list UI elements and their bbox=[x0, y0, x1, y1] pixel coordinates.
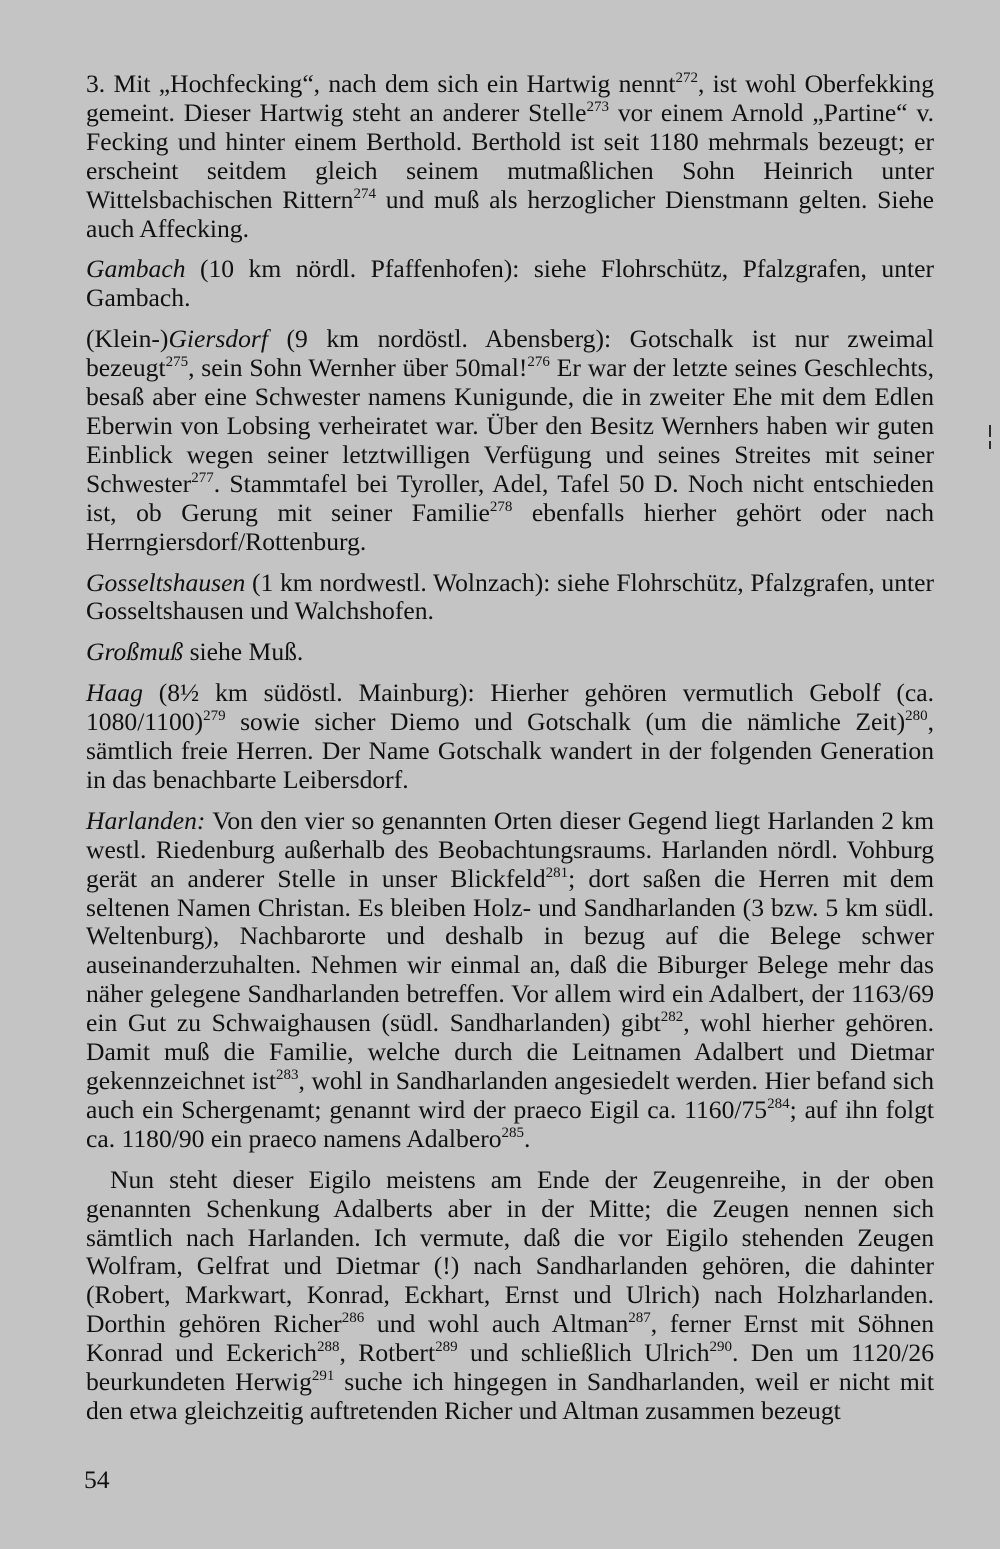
entry-prefix: (Klein-) bbox=[86, 324, 169, 354]
text-run: Von den vier so genannten Orten dieser Gegend liegt Harlanden 2 km westl. Riedenburg außerhalb des Beobachtungsraums. Harlanden nördl. Vohburg gerät an anderer Stelle in unser Blickfeld bbox=[86, 805, 934, 893]
text-run: (10 km nördl. Pfaffenhofen): siehe Flohrschütz, Pfalzgrafen, unter Gambach. bbox=[86, 254, 934, 313]
footnote-reference: 287 bbox=[628, 1310, 651, 1327]
text-run: ; auf ihn folgt ca. 1180/90 ein praeco namens Adalbero bbox=[86, 1094, 934, 1153]
text-run: vor einem Arnold „Partine“ v. Fecking und hinter einem Berthold. Berthold ist seit 1180 mehrmals bezeugt; er erscheint seitdem gleich seinem mutmaßlichen Sohn Heinrich unter Wittelsbachischen Rittern bbox=[86, 97, 934, 214]
scan-edge-mark bbox=[989, 425, 991, 437]
text-run: , sein Sohn Wernher über 50mal! bbox=[188, 353, 528, 383]
footnote-reference: 275 bbox=[165, 354, 189, 371]
text-run: . Den um 1120/26 beurkundeten Herwig bbox=[86, 1338, 934, 1397]
place-name-heading: Harlanden: bbox=[86, 805, 206, 835]
text-run: , ist wohl Oberfekking gemeint. Dieser Hartwig steht an anderer Stelle bbox=[86, 69, 934, 127]
footnote-reference: 273 bbox=[586, 98, 609, 115]
place-name-heading: Gambach bbox=[86, 254, 186, 284]
footnote-reference: 274 bbox=[353, 185, 376, 202]
page-body bbox=[86, 70, 934, 1426]
footnote-reference: 290 bbox=[709, 1339, 733, 1356]
text-run: , wohl in Sandharlanden angesiedelt werden. Hier befand sich auch ein Schergenamt; genannt wird der praeco Eigil ca. 1160/75 bbox=[86, 1066, 934, 1124]
footnote-reference: 291 bbox=[311, 1368, 335, 1385]
footnote-reference: 280 bbox=[905, 708, 928, 725]
footnote-reference: 277 bbox=[191, 469, 214, 486]
text-run: ebenfalls hierher gehört oder nach Herrngiersdorf/Rottenburg. bbox=[86, 497, 934, 556]
text-run: (8½ km südöstl. Mainburg): Hierher gehören vermutlich Gebolf (ca. 1080/1100) bbox=[86, 678, 934, 737]
place-name-heading: Giersdorf bbox=[168, 324, 268, 354]
page-number: 54 bbox=[84, 1465, 110, 1494]
text-run: und schließlich Ulrich bbox=[457, 1338, 710, 1368]
footnote-reference: 284 bbox=[767, 1095, 790, 1112]
text-run: Er war der letzte seines Geschlechts, besaß aber eine Schwester namens Kunigunde, die in zweiter Ehe mit dem Edlen Eberwin von Lobsing verheiratet war. Über den Besitz Wernhers haben wir guten Einblick wegen seiner letztwilligen Verfügung und seines Streites mit seiner Schwester bbox=[86, 353, 935, 498]
entry-gambach bbox=[86, 255, 934, 313]
text-run: und muß als herzoglicher Dienstmann gelten. Siehe auch Affecking. bbox=[86, 184, 935, 243]
entry-haag bbox=[86, 679, 934, 795]
text-run: suche ich hingegen in Sandharlanden, weil er nicht mit den etwa gleichzeitig auftretenden Richer und Altman zusammen bezeugt bbox=[86, 1367, 935, 1425]
text-run: . Stammtafel bei Tyroller, Adel, Tafel 50 D. Noch nicht entschieden ist, ob Gerung mit seiner Familie bbox=[86, 468, 934, 527]
footnote-reference: 288 bbox=[316, 1339, 340, 1356]
entry-harlanden bbox=[86, 807, 934, 1154]
footnote-reference: 278 bbox=[489, 498, 513, 515]
text-run: . bbox=[524, 1123, 531, 1153]
footnote-reference: 276 bbox=[527, 354, 550, 371]
text-run: und wohl auch Altman bbox=[364, 1309, 629, 1339]
text-run: siehe Muß. bbox=[183, 637, 304, 667]
text-run: sowie sicher Diemo und Gotschalk (um die nämliche Zeit) bbox=[225, 707, 906, 737]
footnote-reference: 282 bbox=[660, 1009, 684, 1026]
footnote-reference: 285 bbox=[501, 1124, 525, 1141]
text-run: 3. Mit „Hochfecking“, nach dem sich ein Hartwig nennt bbox=[86, 69, 676, 98]
footnote-reference: 281 bbox=[545, 864, 569, 881]
text-run: , wohl hierher gehören. Damit muß die Familie, welche durch die Leitnamen Adalbert und Dietmar gekennzeichnet ist bbox=[86, 1008, 934, 1095]
footnote-reference: 286 bbox=[341, 1310, 365, 1327]
scan-edge-mark bbox=[989, 441, 991, 449]
footnote-reference: 283 bbox=[275, 1067, 299, 1083]
paragraph-hochfecking bbox=[86, 70, 934, 243]
entry-gosseltshausen bbox=[86, 569, 934, 627]
footnote-reference: 279 bbox=[203, 708, 226, 725]
text-run: , sämtlich freie Herren. Der Name Gotschalk wandert in der folgenden Generation in das benachbarte Leibersdorf. bbox=[86, 707, 934, 794]
text-run: , ferner Ernst mit Söhnen Konrad und Eckerich bbox=[86, 1309, 935, 1368]
text-run: ; dort saßen die Herren mit dem seltenen Namen Christan. Es bleiben Holz- und Sandharlanden (3 bzw. 5 km südl. Weltenburg), Nachbarorte und deshalb in bezug auf die Belege schwer auseinanderzuhalten. Nehmen wir einmal an, daß die Biburger Belege mehr das näher gelegene Sandharlanden betreffen. Vor allem wird ein Adalbert, der 1163/69 ein Gut zu Schwaighausen (südl. Sandharlanden) gibt bbox=[86, 863, 934, 1038]
text-run: , Rotbert bbox=[339, 1338, 436, 1368]
text-run: (1 km nordwestl. Wolnzach): siehe Flohrschütz, Pfalzgrafen, unter Gosseltshausen und Walchshofen. bbox=[86, 567, 934, 626]
place-name-heading: Großmuß bbox=[86, 637, 184, 667]
place-name-heading: Gosseltshausen bbox=[86, 567, 246, 597]
entry-grossmuss bbox=[86, 638, 934, 667]
text-run: (9 km nordöstl. Abensberg): Gotschalk ist nur zweimal bezeugt bbox=[86, 324, 934, 383]
text-run: Nun steht dieser Eigilo meistens am Ende der Zeugenreihe, in der oben genannten Schenkung Adalberts aber in der Mitte; die Zeugen nennen sich sämtlich nach Harlanden. Ich vermute, daß die vor Eigilo stehenden Zeugen Wolfram, Gelfrat und Dietmar (!) nach Sandharlanden gehören, die dahinter (Robert, Markwart, Konrad, Eckhart, Ernst und Ulrich) nach Holzharlanden. Dorthin gehören Richer bbox=[86, 1164, 934, 1339]
place-name-heading: Haag bbox=[86, 678, 143, 708]
footnote-reference: 272 bbox=[675, 70, 698, 86]
entry-giersdorf bbox=[86, 325, 934, 556]
footnote-reference: 289 bbox=[435, 1339, 458, 1356]
paragraph-eigilo bbox=[86, 1166, 934, 1426]
